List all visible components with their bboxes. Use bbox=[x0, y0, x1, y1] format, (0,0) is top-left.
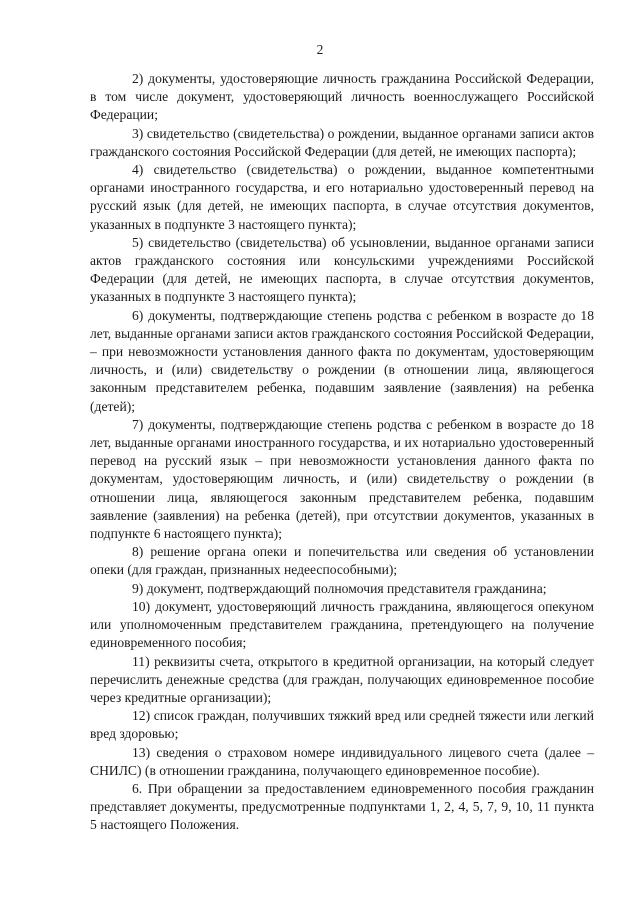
paragraph-item-8: 8) решение органа опеки и попечительства или сведения об установлении опеки (для граждан, признанных недееспособными); bbox=[90, 544, 594, 578]
paragraph-item-9: 9) документ, подтверждающий полномочия представителя гражданина; bbox=[132, 580, 547, 596]
paragraph-item-5: 5) свидетельство (свидетельства) об усыновлении, выданное органами записи актов гражданского состояния или консульскими учреждениями Российской Федерации (для детей, не имеющих паспорта, в случае отсутствия документов, указанных в подпункте 3 настоящего пункта); bbox=[90, 234, 594, 305]
document-body bbox=[90, 70, 594, 835]
paragraph-item-3: 3) свидетельство (свидетельства) о рождении, выданное органами записи актов гражданского состояния Российской Федерации (для детей, не имеющих паспорта); bbox=[90, 125, 594, 159]
paragraph-item-10: 10) документ, удостоверяющий личность гражданина, являющегося опекуном или уполномоченным представителем гражданина, претендующего на получение единовременного пособия; bbox=[90, 598, 594, 651]
paragraph-item-12: 12) список граждан, получивших тяжкий вред или средней тяжести или легкий вред здоровью; bbox=[90, 708, 594, 742]
paragraph-item-4: 4) свидетельство (свидетельства) о рождении, выданное компетентными органами иностранного государства, и его нотариально удостоверенный перевод на русский язык (для детей, не имеющих паспорта, в случае отсутствия документов, указанных в подпункте 3 настоящего пункта); bbox=[90, 162, 594, 232]
paragraph-item-2: 2) документы, удостоверяющие личность гражданина Российской Федерации, в том числе документ, удостоверяющий личность военнослужащего Российской Федерации; bbox=[90, 71, 594, 123]
paragraph-section-6: 6. При обращении за предоставлением единовременного пособия гражданин представляет документы, предусмотренные подпунктами 1, 2, 4, 5, 7, 9, 10, 11 пункта 5 настоящего Положения. bbox=[90, 780, 594, 833]
paragraph-item-6: 6) документы, подтверждающие степень родства с ребенком в возрасте до 18 лет, выданные органами записи актов гражданского состояния Российской Федерации, – при невозможности установления данного факта по документам, удостоверяющим личность, и (или) свидетельству о рождении (в отношении лица, являющегося законным представителем ребенка, подавшим заявление (заявления) на ребенка (детей); bbox=[90, 307, 594, 414]
paragraph-item-13: 13) сведения о страховом номере индивидуального лицевого счета (далее – СНИЛС) (в отношении гражданина, получающего единовременное пособие). bbox=[90, 744, 594, 778]
paragraph-item-7: 7) документы, подтверждающие степень родства с ребенком в возрасте до 18 лет, выданные органами иностранного государства, и их нотариально удостоверенный перевод на русский язык – при невозможности установления данного факта по документам, удостоверяющим личность, и (или) свидетельству о рождении (в отношении лица, являющегося законным представителем ребенка, подавшим заявление (заявления) на ребенка (детей), при отсутствии документов, указанных в подпункте 6 настоящего пункта); bbox=[90, 416, 594, 542]
page-number: 2 bbox=[316, 42, 324, 57]
paragraph-item-11: 11) реквизиты счета, открытого в кредитной организации, на который следует перечислить денежные средства (для граждан, получающих единовременное пособие через кредитные организации); bbox=[90, 653, 594, 705]
